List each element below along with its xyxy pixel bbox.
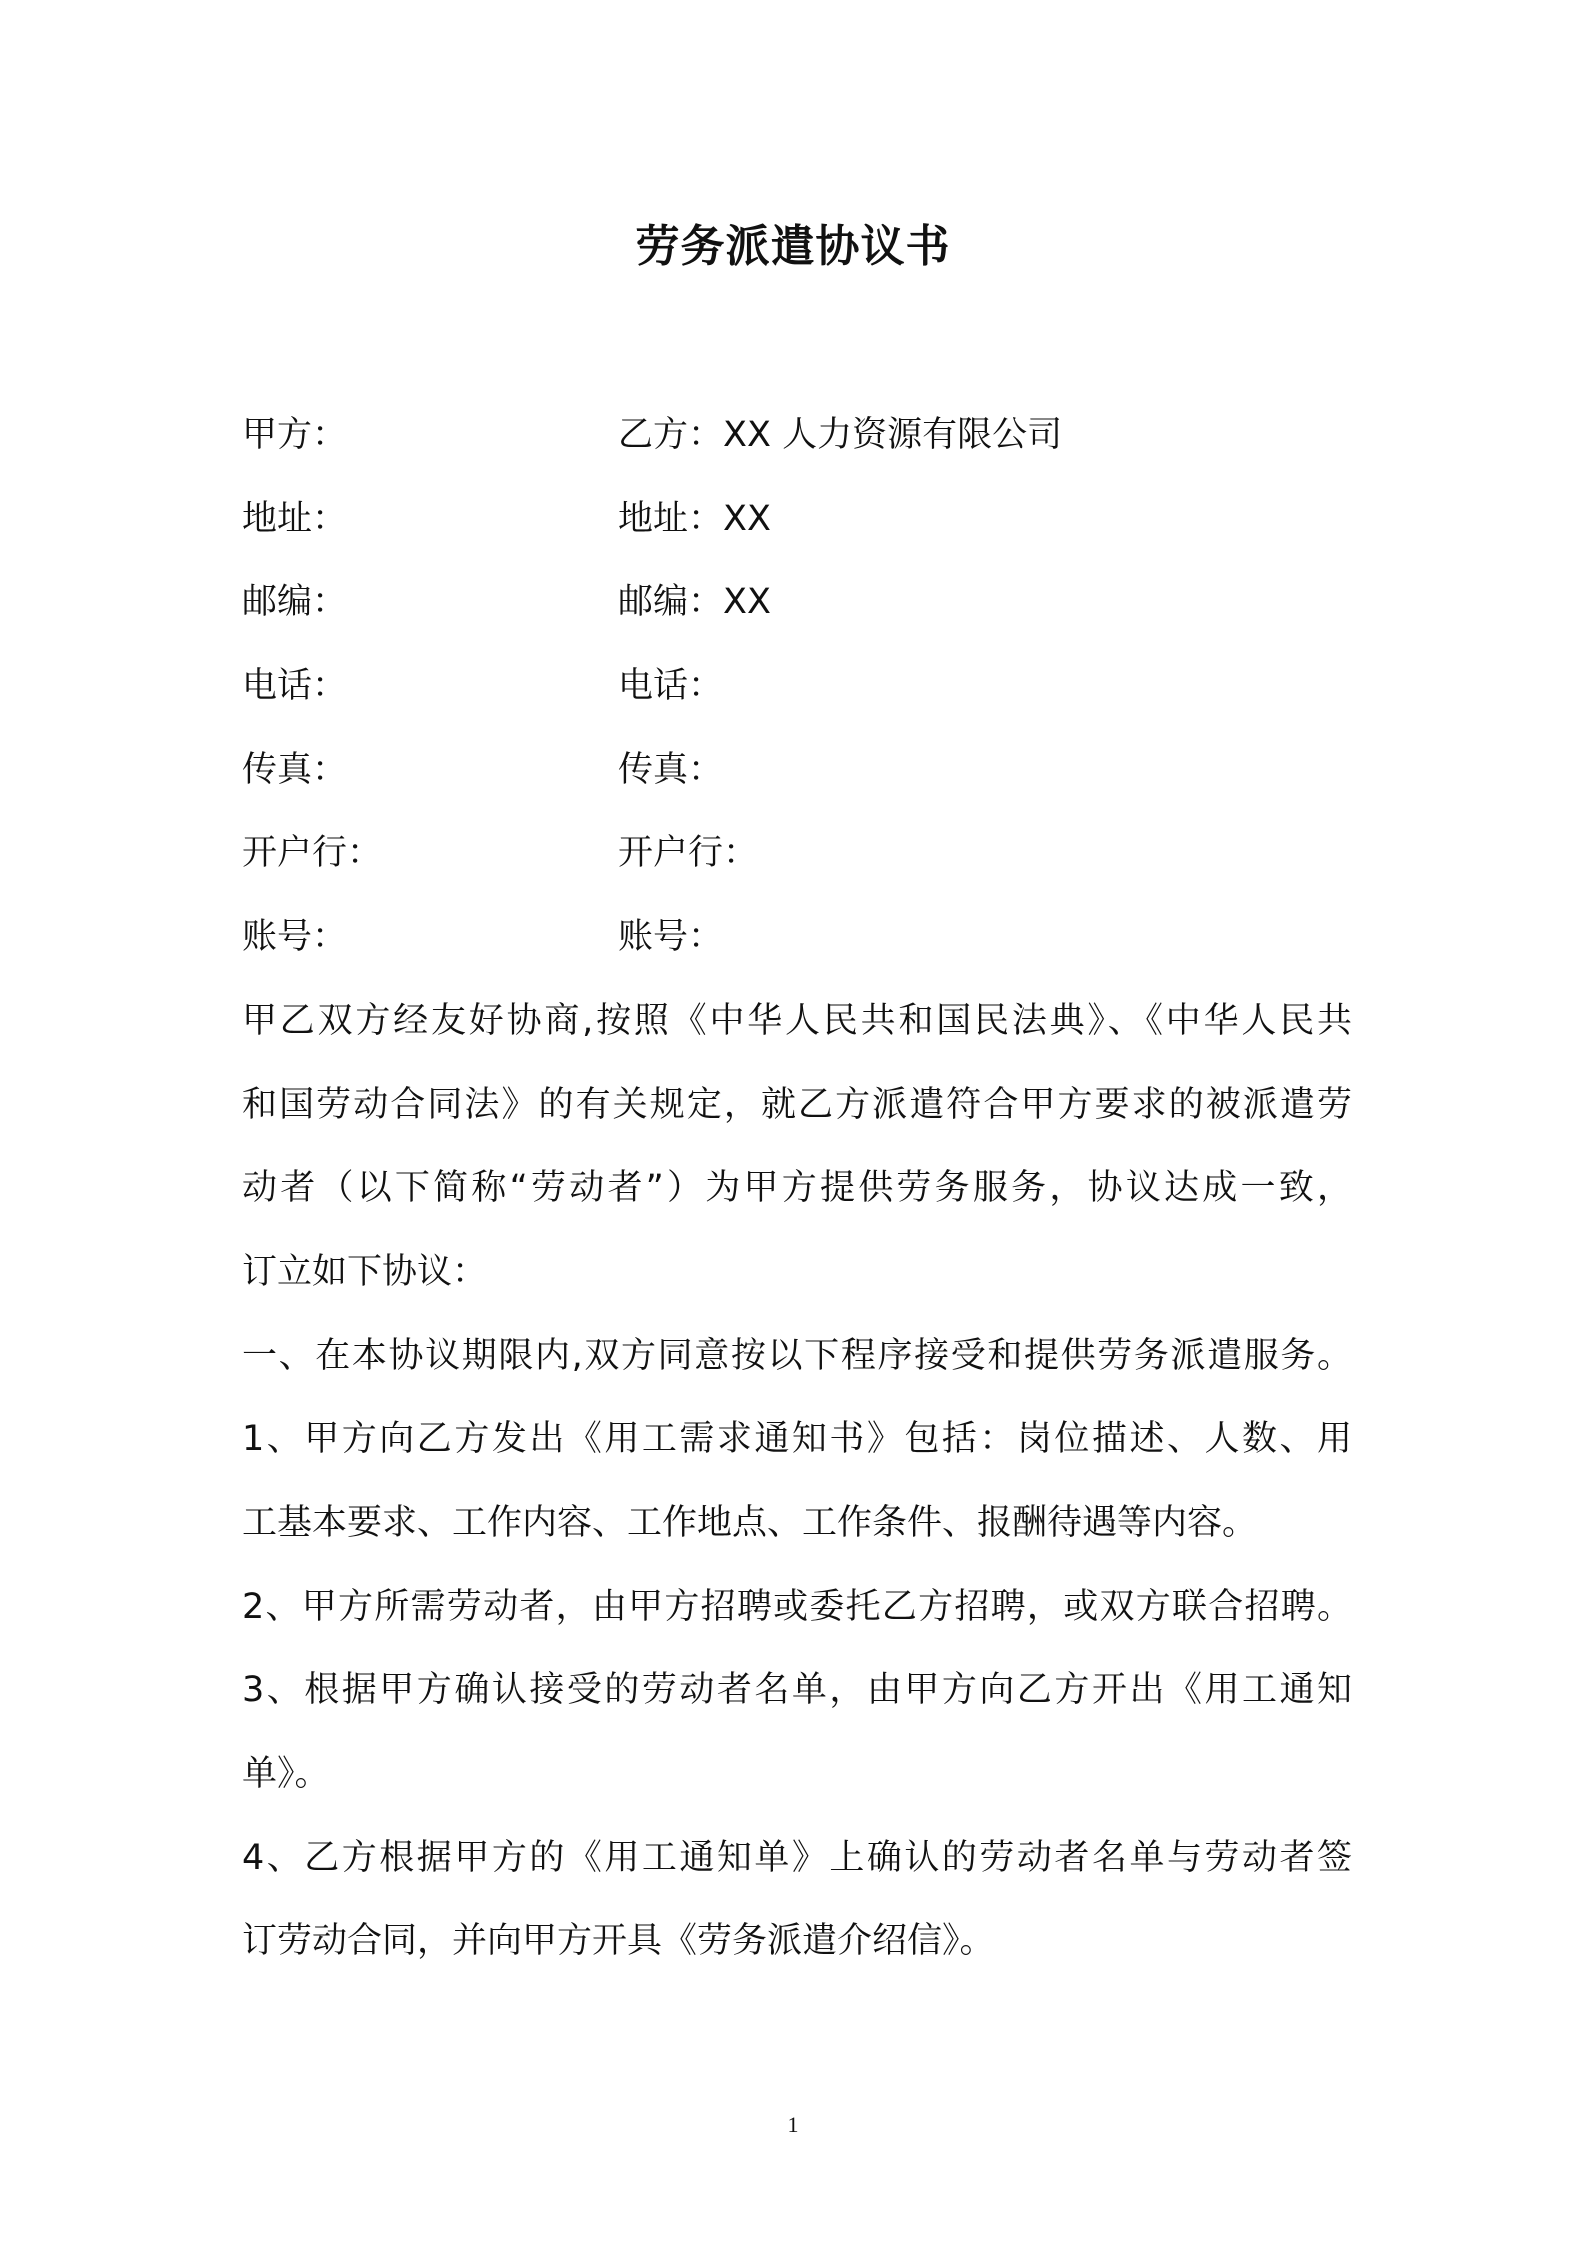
party-a-phone-label: 电话： (242, 666, 348, 707)
paragraph-line: 动者（以下简称“劳动者”）为甲方提供劳务服务，协议达成一致， (242, 1168, 1352, 1209)
paragraph-line: 订立如下协议： (242, 1251, 488, 1292)
paragraph-clause-2 (242, 1566, 1352, 1650)
party-row-fax (242, 729, 1352, 813)
party-b-fax: 传真： (618, 749, 724, 790)
paragraph-clause-4 (242, 1817, 1352, 1984)
paragraph-line: 1、甲方向乙方发出《用工需求通知书》包括：岗位描述、人数、用 (242, 1419, 1352, 1460)
paragraph-line: 甲乙双方经友好协商,按照《中华人民共和国民法典》、《中华人民共 (242, 1000, 1352, 1041)
paragraph-line: 订劳动合同，并向甲方开具《劳务派遣介绍信》。 (242, 1921, 995, 1962)
party-a-name-label: 甲方： (242, 415, 348, 455)
party-row-account (242, 896, 1352, 980)
party-b-bank: 开户行： (618, 833, 759, 874)
paragraph-line: 和国劳动合同法》的有关规定，就乙方派遣符合甲方要求的被派遣劳 (242, 1084, 1352, 1125)
paragraph-line: 2、甲方所需劳动者，由甲方招聘或委托乙方招聘，或双方联合招聘。 (242, 1586, 1352, 1627)
document-body (242, 394, 1352, 1984)
party-b-postcode: 邮编：XX (618, 582, 771, 623)
party-a-address-label: 地址： (242, 498, 348, 539)
paragraph-clause-3 (242, 1649, 1352, 1816)
paragraph-line: 3、根据甲方确认接受的劳动者名单，由甲方向乙方开出《用工通知 (242, 1670, 1352, 1711)
party-b-phone: 电话： (618, 666, 724, 707)
paragraph-preamble (242, 980, 1352, 1315)
party-row-address (242, 478, 1352, 562)
paragraph-line: 工基本要求、工作内容、工作地点、工作条件、报酬待遇等内容。 (242, 1502, 1258, 1543)
paragraph-line: 一、在本协议期限内,双方同意按以下程序接受和提供劳务派遣服务。 (242, 1335, 1352, 1376)
party-row-postcode (242, 561, 1352, 645)
paragraph-section-one (242, 1315, 1352, 1399)
party-a-account-label: 账号： (242, 917, 348, 958)
paragraph-line: 4、乙方根据甲方的《用工通知单》上确认的劳动者名单与劳动者签 (242, 1837, 1352, 1878)
party-a-postcode-label: 邮编： (242, 582, 348, 623)
paragraph-line: 单》。 (242, 1754, 330, 1794)
party-row-phone (242, 645, 1352, 729)
party-row-bank (242, 812, 1352, 896)
party-a-bank-label: 开户行： (242, 833, 383, 874)
page-number: 1 (787, 2112, 799, 2137)
paragraph-clause-1 (242, 1398, 1352, 1565)
party-a-fax-label: 传真： (242, 749, 348, 790)
party-b-account: 账号： (618, 917, 724, 958)
party-b-address: 地址：XX (618, 498, 771, 539)
document-title: 劳务派遣协议书 (635, 221, 951, 272)
party-b-name: 乙方：XX 人力资源有限公司 (618, 415, 1063, 455)
party-row-name (242, 394, 1352, 478)
